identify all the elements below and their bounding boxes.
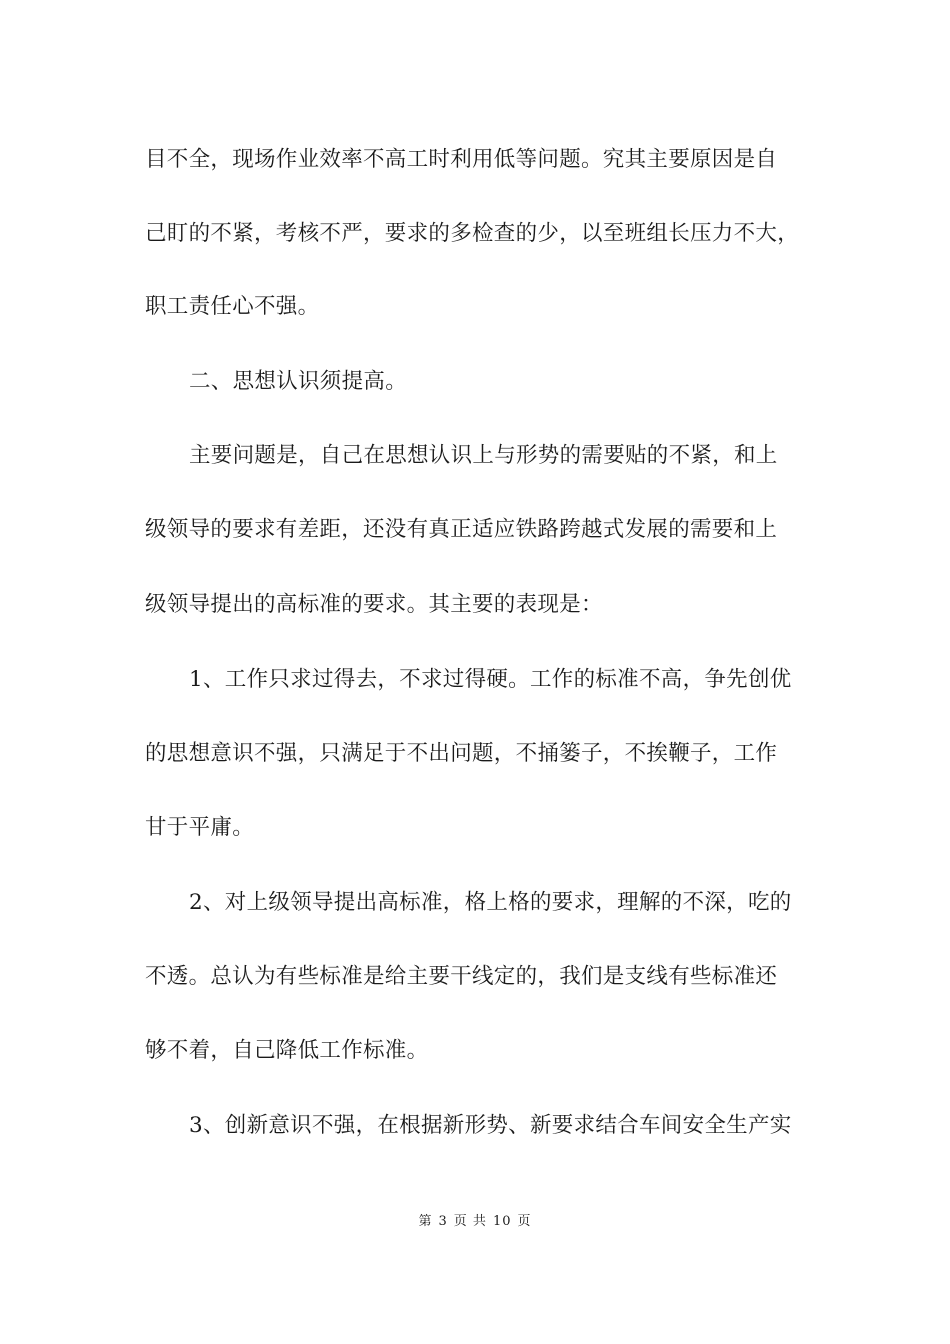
- footer-suffix: 页: [517, 1214, 532, 1229]
- page-footer: [0, 1210, 950, 1229]
- text-line: 己盯的不紧，考核不严，要求的多检查的少，以至班组长压力不大，: [145, 221, 800, 246]
- text-line: 目不全，现场作业效率不高工时利用低等问题。究其主要原因是自: [145, 147, 778, 172]
- footer-prefix: 第: [418, 1214, 433, 1229]
- text-line: 3、创新意识不强，在根据新形势、新要求结合车间安全生产实: [189, 1113, 792, 1138]
- text-line: 的思想意识不强，只满足于不出问题，不捅篓子，不挨鞭子，工作: [145, 741, 778, 766]
- text-line: 2、对上级领导提出高标准，格上格的要求，理解的不深，吃的: [189, 890, 792, 915]
- text-line: 不透。总认为有些标准是给主要干线定的，我们是支线有些标准还: [145, 964, 778, 989]
- text-line: 够不着，自己降低工作标准。: [145, 1038, 429, 1063]
- text-line: 级领导的要求有差距，还没有真正适应铁路跨越式发展的需要和上: [145, 517, 778, 542]
- footer-middle: 页 共: [453, 1214, 487, 1229]
- text-line: 1、工作只求过得去，不求过得硬。工作的标准不高，争先创优: [189, 667, 792, 692]
- current-page-number: 3: [438, 1214, 448, 1229]
- text-line: 主要问题是，自己在思想认识上与形势的需要贴的不紧，和上: [189, 443, 778, 468]
- text-line: 甘于平庸。: [145, 815, 255, 840]
- text-line: 级领导提出的高标准的要求。其主要的表现是：: [145, 592, 603, 617]
- text-line: 职工责任心不强。: [145, 294, 320, 319]
- section-heading: 二、思想认识须提高。: [189, 369, 408, 394]
- total-pages-number: 10: [492, 1214, 512, 1229]
